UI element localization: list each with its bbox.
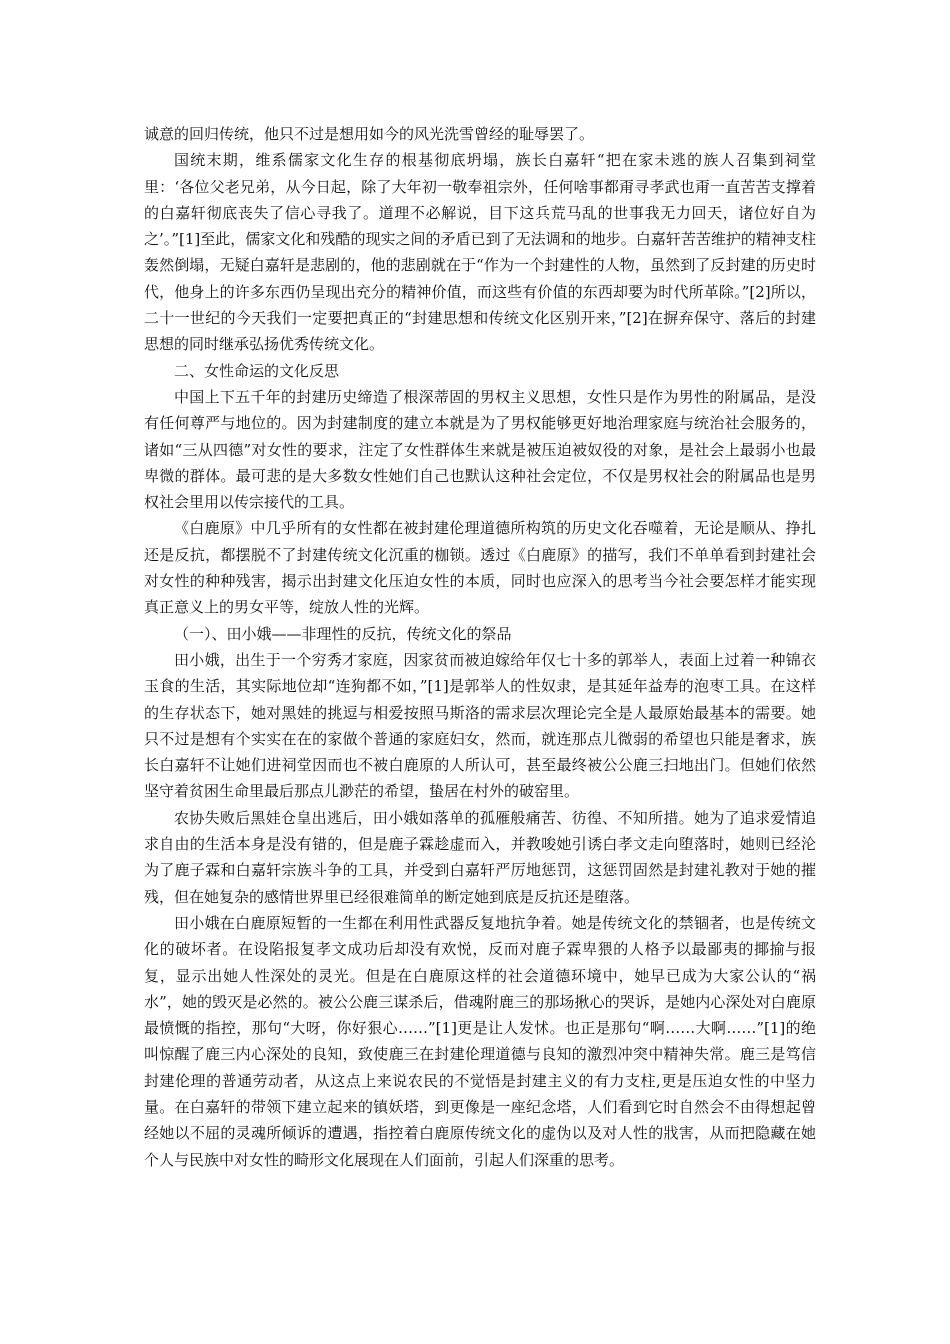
section-heading-female-fate: 二、女性命运的文化反思 xyxy=(174,361,340,380)
document-body xyxy=(144,121,816,1173)
paragraph-continuation: 诚意的回归传统，他只不过是想用如今的风光洗雪曾经的耻辱罢了。 xyxy=(144,125,595,143)
paragraph-tian-xiaoe-struggle: 田小娥在白鹿原短暂的一生都在利用性武器反复地抗争着。她是传统文化的禁锢者，也是传统文化的破坏者。在设陷报复孝文成功后却没有欢悦，反而对鹿子霖卑猥的人格予以最鄙夷的揶揄与报复，显示出她人性深处的灵光。但是在白鹿原这样的社会道德环境中，她早已成为大家公认的“祸水”，她的毁灭是必然的。被公公鹿三谋杀后，借魂附鹿三的那场揪心的哭诉，是她内心深处对白鹿原最愤慨的指控，那句“大呀，你好狠心……”[1]更是让人发怵。也正是那句“啊……大啊……”[1]的绝叫惊醒了鹿三内心深处的良知，致使鹿三在封建伦理道德与良知的激烈冲突中精神失常。鹿三是笃信封建伦理的普通劳动者，从这点上来说农民的不觉悟是封建主义的有力支柱,更是压迫女性的中坚力量。在白嘉轩的带领下建立起来的镇妖塔，到更像是一座纪念塔，人们看到它时自然会不由得想起曾经她以不屈的灵魂所倾诉的遭遇，指控着白鹿原传统文化的虚伪以及对人性的戕害，从而把隐藏在她个人与民族中对女性的畸形文化展现在人们面前，引起人们深重的思考。 xyxy=(144,913,816,1169)
paragraph-nongxie-failure: 农协失败后黑娃仓皇出逃后，田小娥如落单的孤雁般痛苦、彷徨、不知所措。她为了追求爱情追求自由的生活本身是没有错的，但是鹿子霖趁虚而入，并教唆她引诱白孝文走向堕落时，她则已经沦为了鹿子霖和白嘉轩宗族斗争的工具，并受到白嘉轩严厉地惩罚，这惩罚固然是封建礼教对于她的摧残，但在她复杂的感情世界里已经很难简单的断定她到底是反抗还是堕落。 xyxy=(144,808,816,906)
paragraph-bailuyuan-women: 《白鹿原》中几乎所有的女性都在被封建伦理道德所构筑的历史文化吞噬着，无论是顺从、挣扎还是反抗，都摆脱不了封建传统文化沉重的枷锁。透过《白鹿原》的描写，我们不单单看到封建社会对女性的种种残害，揭示出封建文化压迫女性的本质，同时也应深入的思考当今社会要怎样才能实现真正意义上的男女平等，绽放人性的光辉。 xyxy=(144,519,816,617)
paragraph-tian-xiaoe-origin: 田小娥，出生于一个穷秀才家庭，因家贫而被迫嫁给年仅七十多的郭举人，表面上过着一种锦衣玉食的生活，其实际地位却“连狗都不如，”[1]是郭举人的性奴隶，是其延年益寿的泡枣工具。在这样的生存状态下，她对黑娃的挑逗与相爱按照马斯洛的需求层次理论完全是人最原始最基本的需要。她只不过是想有个实实在在的家做个普通的家庭妇女，然而，就连那点儿微弱的希望也只能是奢求，族长白嘉轩不让她们进祠堂因而也不被白鹿原的人所认可，甚至最终被公公鹿三扫地出门。但她们依然坚守着贫困生命里最后那点儿渺茫的希望，蛰居在村外的破窑里。 xyxy=(144,650,816,801)
paragraph-patriarchy: 中国上下五千年的封建历史缔造了根深蒂固的男权主义思想，女性只是作为男性的附属品，是没有任何尊严与地位的。因为封建制度的建立本就是为了男权能够更好地治理家庭与统治社会服务的，诸如“三从四德”对女性的要求，注定了女性群体生来就是被压迫被奴役的对象，是社会上最弱小也最卑微的群体。最可悲的是大多数女性她们自己也默认这种社会定位，不仅是男权社会的附属品也是男权社会里用以传宗接代的工具。 xyxy=(144,387,816,512)
subsection-heading-tian-xiaoe: （一）、田小娥——非理性的反抗，传统文化的祭品 xyxy=(174,624,512,643)
paragraph-guotong-period: 国统末期，维系儒家文化生存的根基彻底坍塌，族长白嘉轩“把在家未逃的族人召集到祠堂里：‘各位父老兄弟，从今日起，除了大年初一敬奉祖宗外，任何啥事都甭寻孝武也甭一直苦苦支撑着的白嘉轩彻底丧失了信心寻我了。道理不必解说，目下这兵荒马乱的世事我无力回天，诸位好自为之’。”[1]至此，儒家文化和残酷的现实之间的矛盾已到了无法调和的地步。白嘉轩苦苦维护的精神支柱轰然倒塌，无疑白嘉轩是悲剧的，他的悲剧就在于“作为一个封建性的人物，虽然到了反封建的历史时代，他身上的许多东西仍呈现出充分的精神价值，而这些有价值的东西却要为时代所革除。”[2]所以，二十一世纪的今天我们一定要把真正的“封建思想和传统文化区别开来，”[2]在摒弃保守、落后的封建思想的同时继承弘扬优秀传统文化。 xyxy=(144,151,816,354)
